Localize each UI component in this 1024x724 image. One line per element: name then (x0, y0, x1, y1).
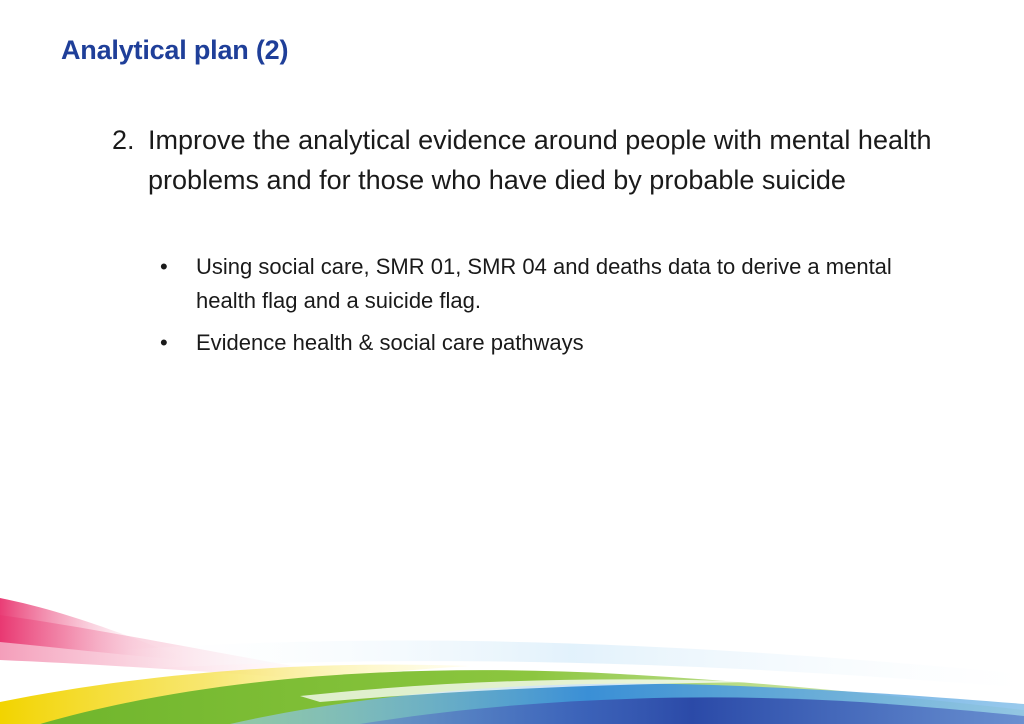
bullet-text: Evidence health & social care pathways (196, 330, 584, 355)
bullet-item (158, 326, 958, 360)
bullet-text: Using social care, SMR 01, SMR 04 and deaths data to derive a mental health flag and a suicide flag. (196, 254, 892, 313)
list-item-text: Improve the analytical evidence around people with mental health problems and for those who have died by probable suicide (148, 125, 932, 195)
rainbow-swoosh-footer (0, 570, 1024, 724)
bullet-marker: • (160, 254, 168, 279)
list-item-number: 2. (112, 125, 135, 155)
bullet-marker: • (160, 330, 168, 355)
bullet-item (158, 250, 958, 318)
bullet-list (158, 250, 958, 368)
slide-title: Analytical plan (2) (61, 35, 289, 65)
numbered-list-item (112, 120, 952, 200)
